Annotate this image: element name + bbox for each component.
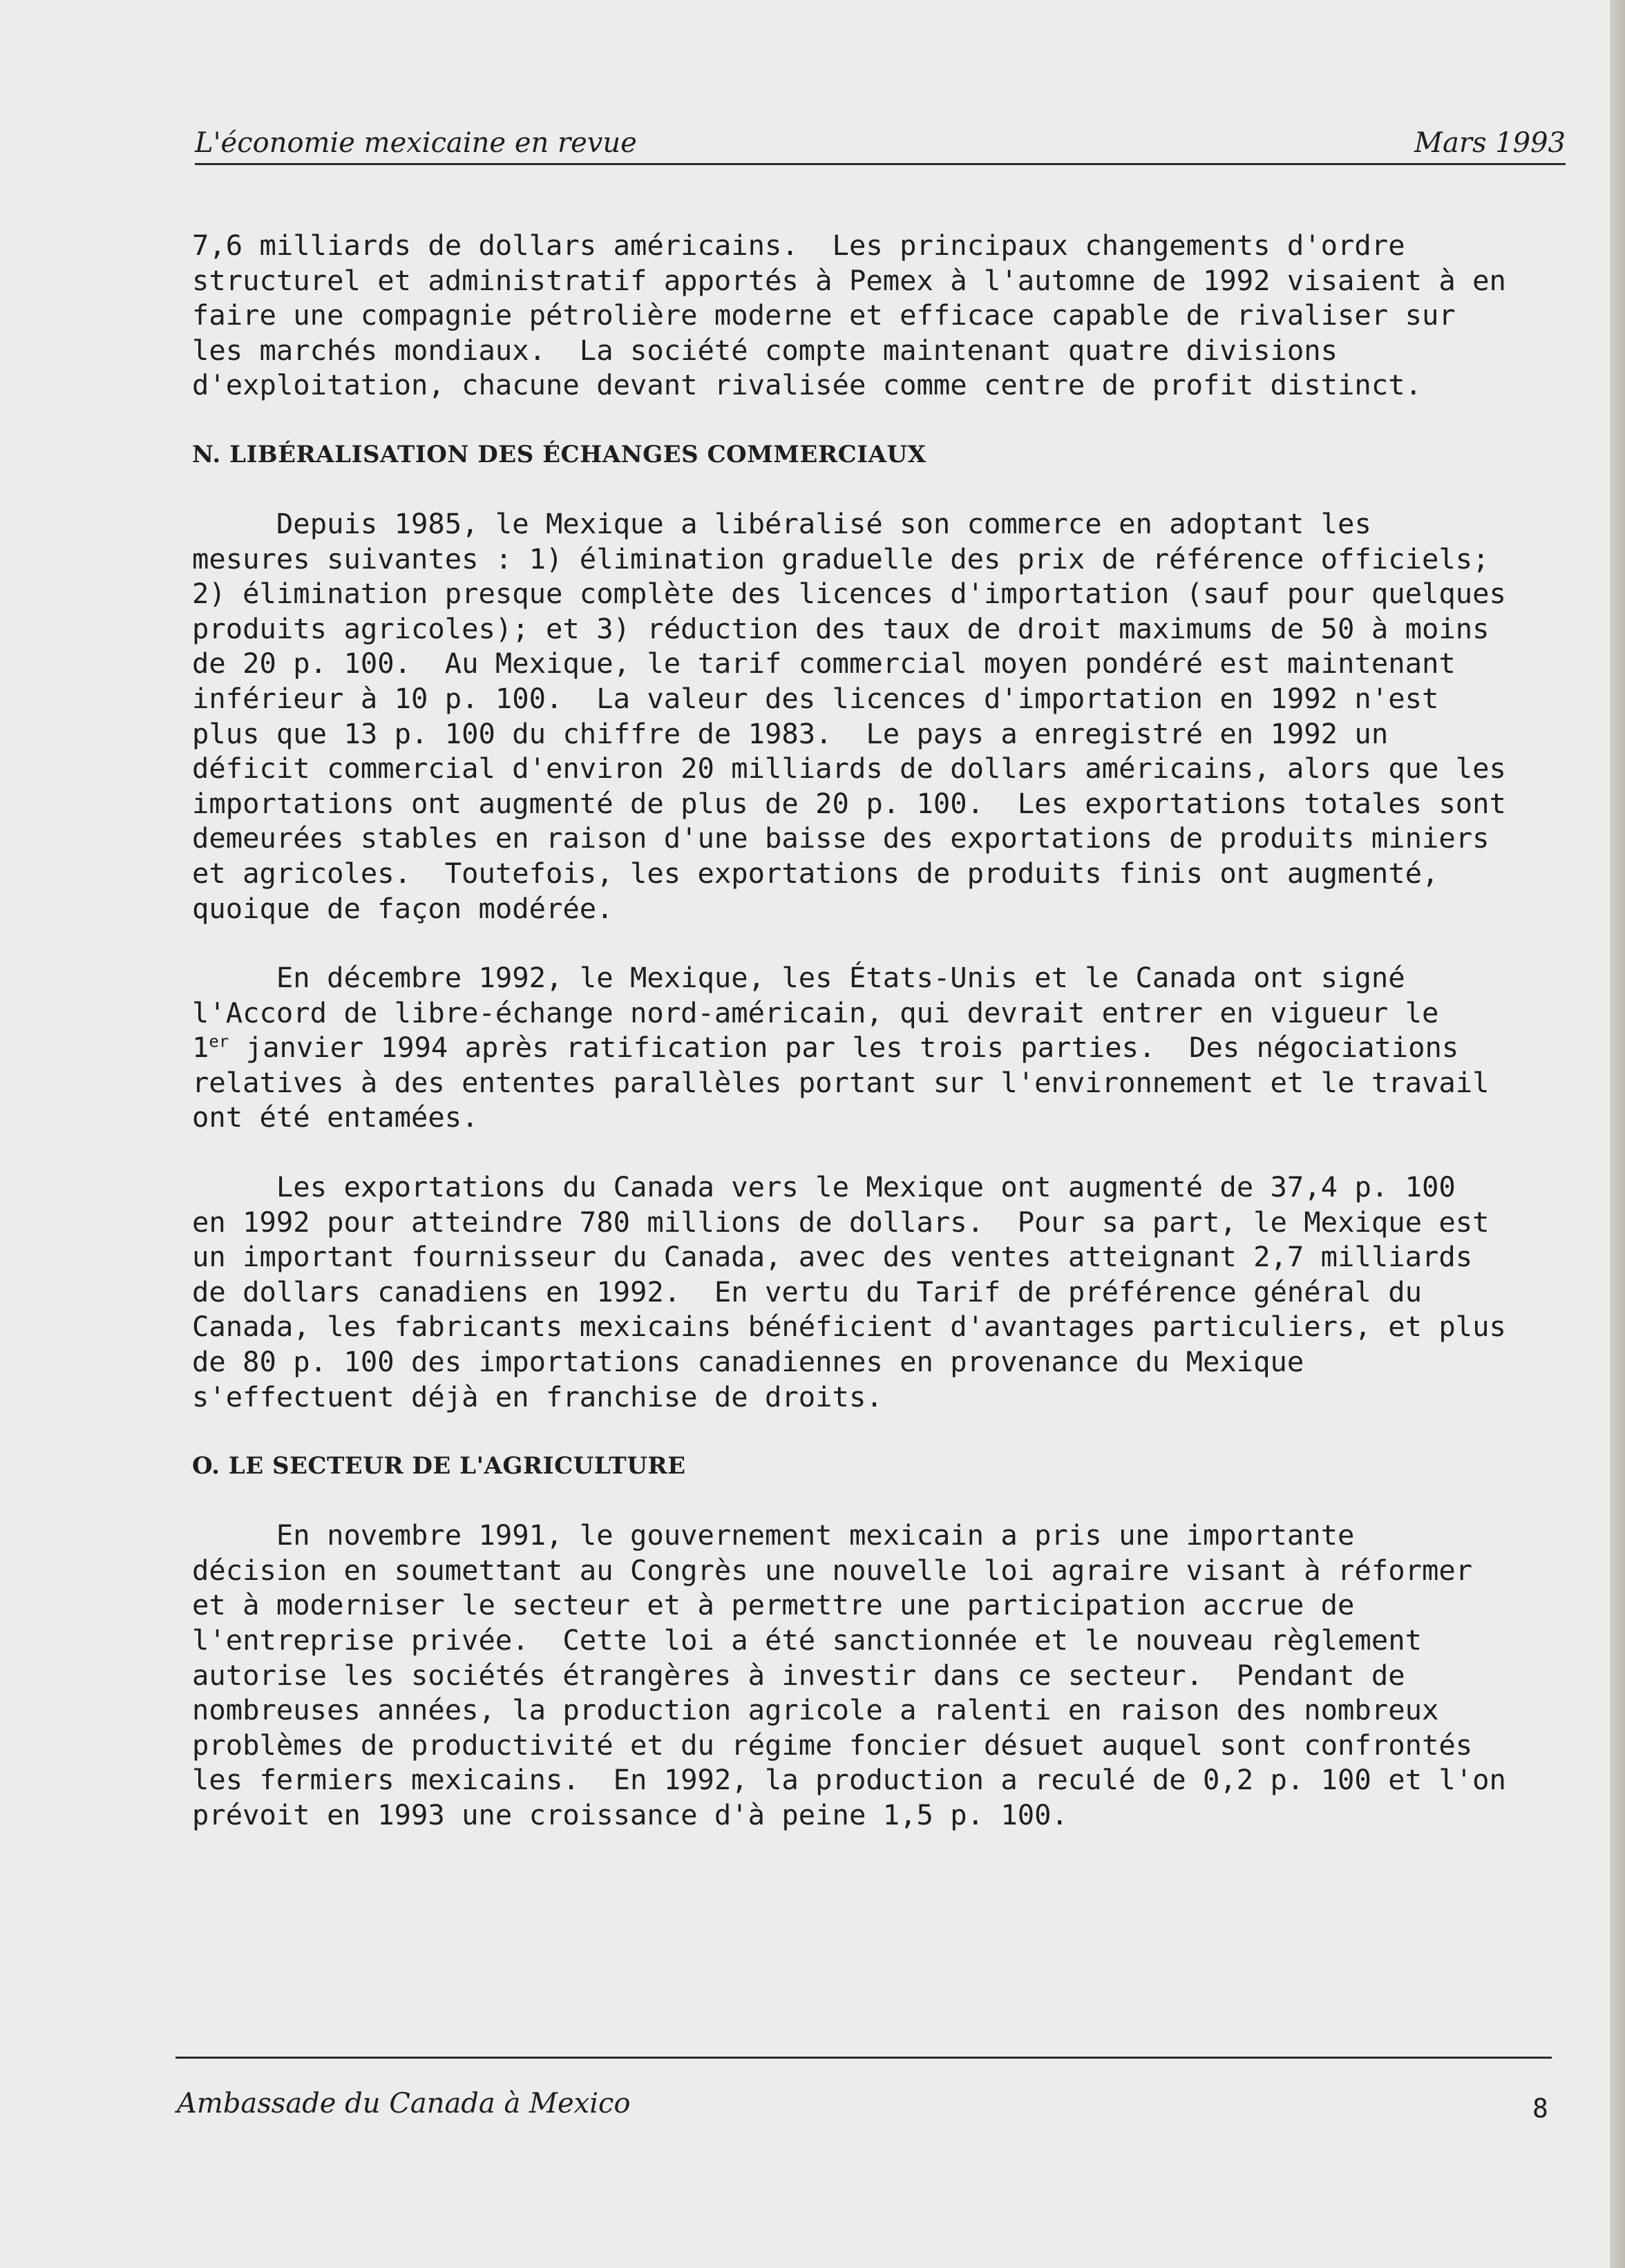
- text-line: quoique de façon modérée.: [192, 891, 614, 925]
- text-line: de dollars canadiens en 1992. En vertu du Tarif de préférence général du: [192, 1275, 1422, 1308]
- text-line: [192, 1031, 1458, 1064]
- text-line: et à moderniser le secteur et à permettre une participation accrue de: [192, 1588, 1355, 1622]
- text-line: structurel et administratif apportés à Pemex à l'automne de 1992 visaient à en: [192, 263, 1506, 297]
- text-line: les fermiers mexicains. En 1992, la production a reculé de 0,2 p. 100 et l'on: [192, 1763, 1506, 1797]
- text-line: en 1992 pour atteindre 780 millions de dollars. Pour sa part, le Mexique est: [192, 1205, 1490, 1239]
- document-body: [192, 228, 1570, 1833]
- text-line: demeurées stables en raison d'une baisse des exportations de produits miniers: [192, 821, 1490, 855]
- intro-paragraph: [192, 228, 1570, 403]
- text-line: l'Accord de libre-échange nord-américain, qui devrait entrer en vigueur le: [192, 995, 1439, 1029]
- text-line: problèmes de productivité et du régime foncier désuet auquel sont confrontés: [192, 1728, 1473, 1762]
- text-line: prévoit en 1993 une croissance d'à peine 1,5 p. 100.: [192, 1798, 1068, 1831]
- text-line: inférieur à 10 p. 100. La valeur des licences d'importation en 1992 n'est: [192, 681, 1439, 715]
- text-line: Canada, les fabricants mexicains bénéficient d'avantages particuliers, et plus: [192, 1310, 1506, 1344]
- text-line: un important fournisseur du Canada, avec des ventes atteignant 2,7 milliards: [192, 1240, 1473, 1274]
- text-line: 2) élimination presque complète des licences d'importation (sauf pour quelques: [192, 577, 1506, 611]
- text-line: s'effectuent déjà en franchise de droits.: [192, 1380, 883, 1413]
- trade-liberalization-paragraph: [192, 506, 1570, 926]
- text-line: nombreuses années, la production agricole a ralenti en raison des nombreux: [192, 1693, 1439, 1727]
- text-line: autorise les sociétés étrangères à investir dans ce secteur. Pendant de: [192, 1658, 1405, 1692]
- text-line: faire une compagnie pétrolière moderne et efficace capable de rivaliser sur: [192, 298, 1456, 332]
- text-line: relatives à des ententes parallèles portant sur l'environnement et le travail: [192, 1065, 1490, 1099]
- ordinal-suffix: er: [209, 1031, 229, 1051]
- text-line: produits agricoles); et 3) réduction des taux de droit maximums de 50 à moins: [192, 611, 1490, 645]
- text-line: l'entreprise privée. Cette loi a été sanctionnée et le nouveau règlement: [192, 1623, 1422, 1657]
- text-line: d'exploitation, chacune devant rivalisée comme centre de profit distinct.: [192, 368, 1422, 402]
- text-line: de 20 p. 100. Au Mexique, le tarif commercial moyen pondéré est maintenant: [192, 647, 1456, 680]
- text-line: importations ont augmenté de plus de 20 p. 100. Les exportations totales sont: [192, 786, 1506, 820]
- ordinal-number: 1: [192, 1031, 209, 1065]
- document-title: L'économie mexicaine en revue: [195, 127, 637, 159]
- text-line: et agricoles. Toutefois, les exportations de produits finis ont augmenté,: [192, 856, 1439, 890]
- page-edge: [1610, 0, 1625, 2268]
- text-line: ont été entamées.: [192, 1100, 479, 1134]
- page-header: [195, 123, 1566, 165]
- text-line: 7,6 milliards de dollars américains. Les principaux changements d'ordre: [192, 229, 1405, 262]
- footer-source: Ambassade du Canada à Mexico: [177, 2088, 631, 2119]
- text-line: décision en soumettant au Congrès une nouvelle loi agraire visant à réformer: [192, 1553, 1473, 1587]
- page-number: 8: [1532, 2093, 1548, 2124]
- footer-divider: [175, 2057, 1552, 2059]
- text-line-rest: janvier 1994 après ratification par les trois parties. Des négociations: [229, 1031, 1459, 1065]
- text-line: plus que 13 p. 100 du chiffre de 1983. Le pays a enregistré en 1992 un: [192, 716, 1389, 750]
- text-line: En décembre 1992, le Mexique, les États-Unis et le Canada ont signé: [192, 961, 1405, 995]
- document-date: Mars 1993: [1414, 127, 1566, 159]
- canada-exports-paragraph: [192, 1170, 1570, 1414]
- nafta-paragraph: [192, 960, 1570, 1135]
- section-heading-o: O. LE SECTEUR DE L'AGRICULTURE: [192, 1452, 686, 1480]
- text-line: Depuis 1985, le Mexique a libéralisé son commerce en adoptant les: [192, 506, 1371, 540]
- text-line: de 80 p. 100 des importations canadiennes en provenance du Mexique: [192, 1345, 1304, 1379]
- text-line: Les exportations du Canada vers le Mexique ont augmenté de 37,4 p. 100: [192, 1170, 1456, 1204]
- text-line: En novembre 1991, le gouvernement mexicain a pris une importante: [192, 1518, 1355, 1552]
- text-line: déficit commercial d'environ 20 milliards de dollars américains, alors que les: [192, 752, 1506, 785]
- text-line: mesures suivantes : 1) élimination graduelle des prix de référence officiels;: [192, 542, 1490, 575]
- agriculture-paragraph: [192, 1518, 1570, 1832]
- text-line: les marchés mondiaux. La société compte maintenant quatre divisions: [192, 333, 1338, 367]
- section-heading-n: N. LIBÉRALISATION DES ÉCHANGES COMMERCIAUX: [192, 440, 926, 468]
